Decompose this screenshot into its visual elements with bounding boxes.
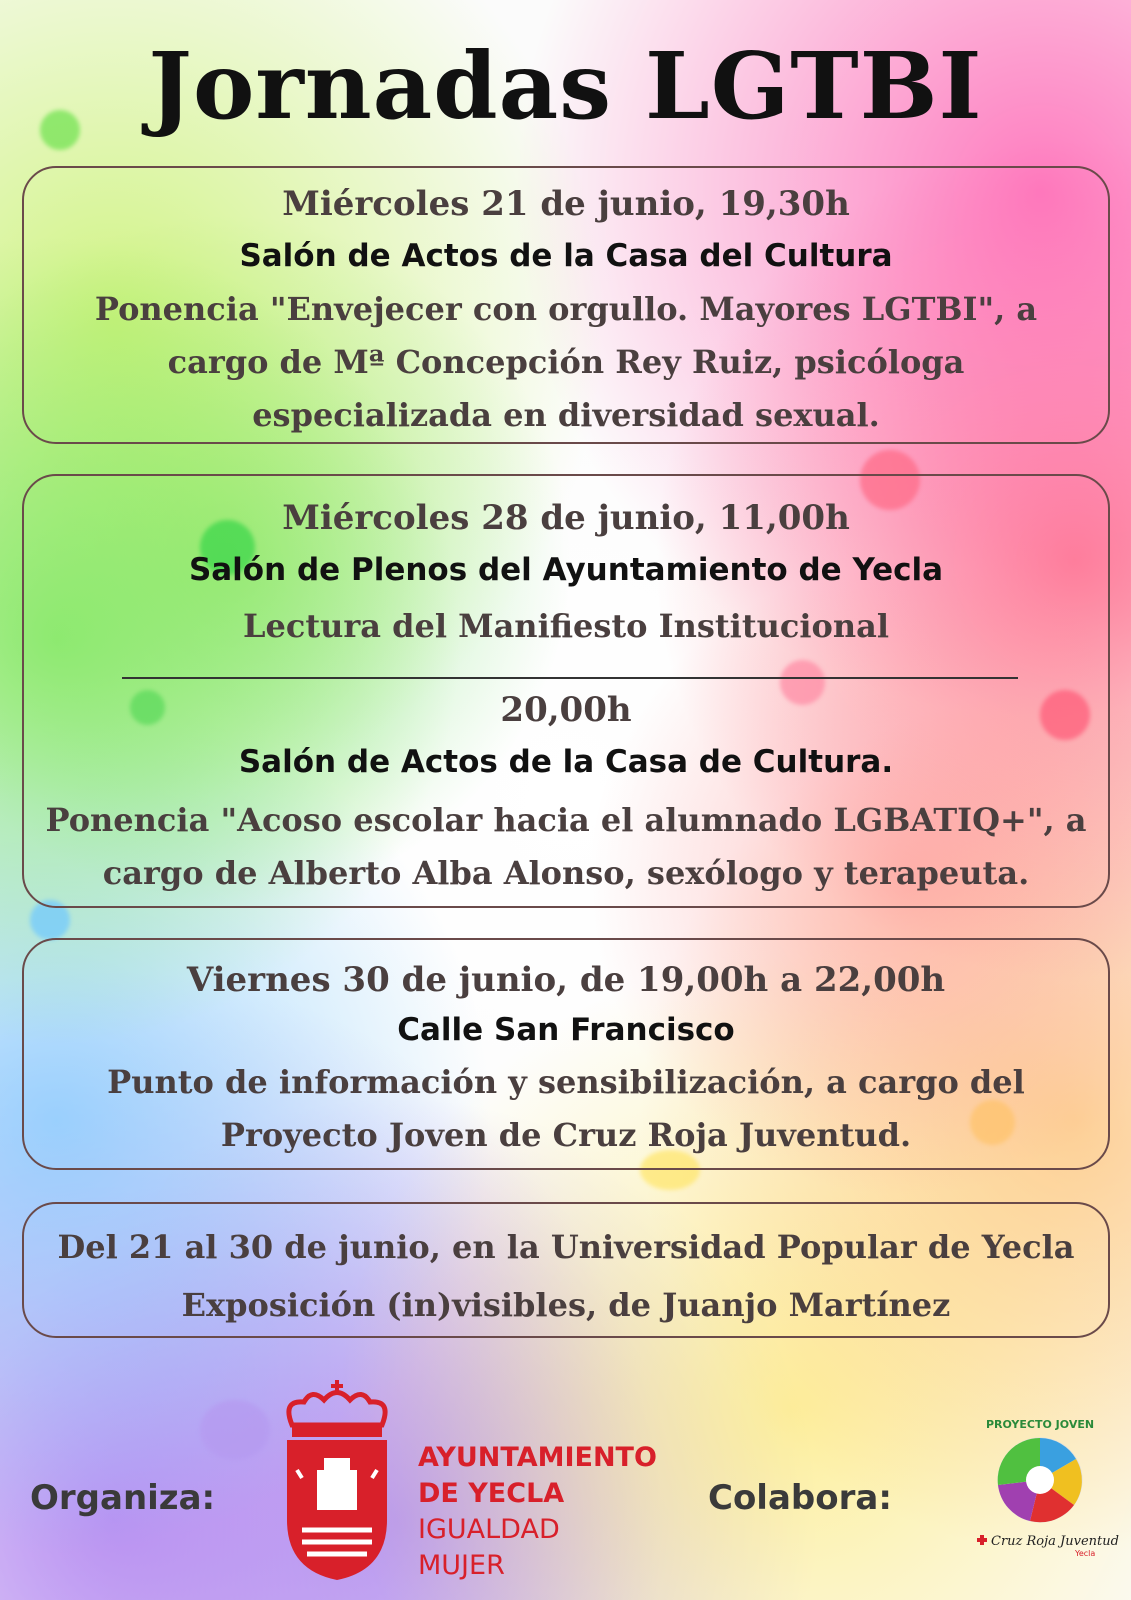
svg-text:PROYECTO JOVEN: PROYECTO JOVEN — [985, 1418, 1095, 1431]
description-line: Ponencia "Acoso escolar hacia el alumnado LGBATIQ+", a — [45, 801, 1087, 839]
yecla-coat-of-arms-logo — [282, 1380, 392, 1590]
divider — [122, 677, 1018, 679]
cruz-roja-text: Cruz Roja Juventud — [991, 1534, 1119, 1549]
event-card-3 — [22, 938, 1110, 1170]
event-date: Viernes 30 de junio, de 19,00h a 22,00h — [186, 960, 946, 1000]
description-line: cargo de Mª Concepción Rey Ruiz, psicóloga — [167, 343, 965, 381]
event-date: Miércoles 28 de junio, 11,00h — [282, 498, 850, 538]
description-line: especializada en diversidad sexual. — [252, 396, 880, 434]
description-line: Lectura del Manifiesto Institucional — [242, 607, 889, 645]
logo-line: DE YECLA — [418, 1478, 565, 1509]
event-card-1 — [22, 166, 1110, 444]
event-time: 20,00h — [500, 690, 632, 730]
colabora-label: Colabora: — [708, 1478, 892, 1518]
logo-line: AYUNTAMIENTO — [418, 1442, 657, 1473]
description-line: Punto de información y sensibilización, a cargo del — [107, 1063, 1025, 1101]
event-description — [24, 600, 1108, 653]
event-place: Calle San Francisco — [397, 1012, 735, 1048]
event-place: Salón de Actos de la Casa del Cultura — [239, 238, 893, 274]
proyecto-joven-logo — [975, 1410, 1119, 1560]
description-line: Ponencia "Envejecer con orgullo. Mayores LGTBI", a — [94, 290, 1038, 328]
event-place: Salón de Plenos del Ayuntamiento de Yecla — [188, 552, 944, 588]
svg-text:Yecla: Yecla — [1075, 1549, 1096, 1558]
event-description — [24, 283, 1108, 442]
description-line: Proyecto Joven de Cruz Roja Juventud. — [220, 1116, 912, 1154]
event-card-2 — [22, 474, 1110, 908]
description-line: Exposición (in)visibles, de Juanjo Martínez — [181, 1286, 951, 1324]
event-description — [24, 1218, 1108, 1334]
organiza-label: Organiza: — [30, 1478, 216, 1518]
logo-line: IGUALDAD — [418, 1514, 560, 1545]
event-description — [24, 1056, 1108, 1162]
event-date: Miércoles 21 de junio, 19,30h — [282, 184, 850, 224]
page-title: Jornadas LGTBI — [148, 32, 983, 140]
paint-splash — [200, 1400, 270, 1460]
event-place: Salón de Actos de la Casa de Cultura. — [238, 744, 894, 780]
description-line: cargo de Alberto Alba Alonso, sexólogo y terapeuta. — [102, 854, 1030, 892]
ayuntamiento-yecla-text — [418, 1440, 657, 1584]
event-card-4 — [22, 1202, 1110, 1338]
description-line: Del 21 al 30 de junio, en la Universidad Popular de Yecla — [57, 1228, 1075, 1266]
event-description — [24, 794, 1108, 900]
logo-line: MUJER — [418, 1550, 505, 1581]
